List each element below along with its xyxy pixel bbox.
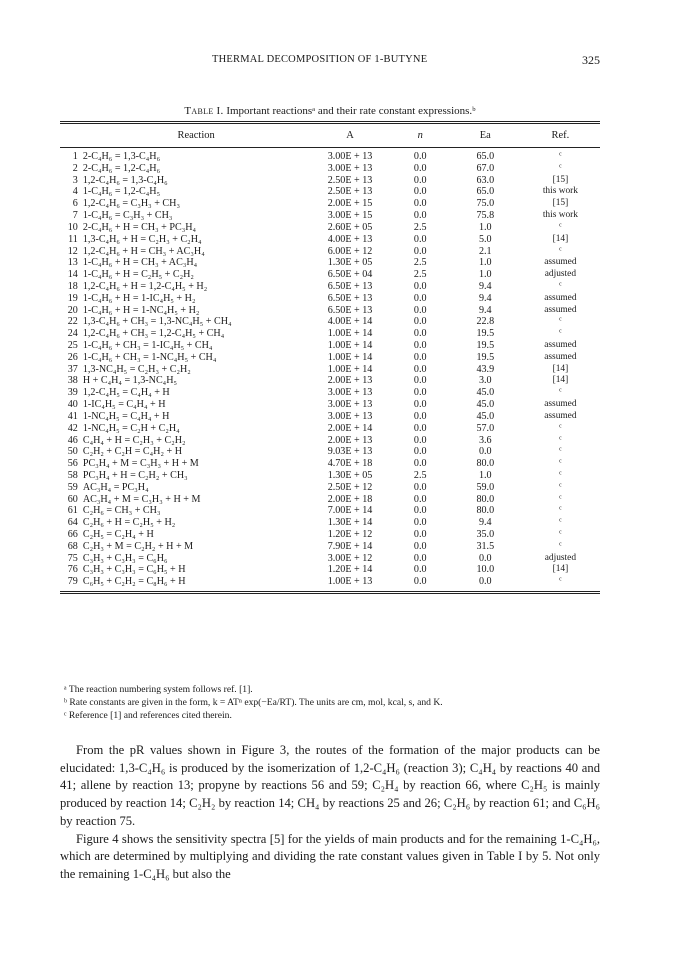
table-row [60,148,600,163]
table-row [60,505,600,517]
cell-ref: ᶜ [559,576,562,587]
cell-n: 0.0 [413,481,427,493]
cell-ea: 10.0 [476,564,495,576]
cell-a: 4.00E + 13 [327,233,373,245]
cell-reaction: 1-C₄H₆ = 1,2-C₄H₅ [82,186,161,198]
cell-n: 0.0 [413,363,427,375]
cell-num: 26 [67,351,78,363]
cell-reaction: 1,2-C₄H₆ = 1,3-C₄H₆ [82,174,168,186]
cell-num: 14 [67,269,78,281]
cell-n: 0.0 [413,162,427,174]
cell-reaction: 1-C₄H₆ + H = 1-IC₄H₅ + H₂ [82,292,196,304]
cell-ref: ᶜ [559,151,562,161]
cell-reaction: 1-NC₄H₅ = C₄H₄ + H [82,410,170,422]
table-caption-text: Important reactionsᵃ and their rate constant expressions.ᵇ [226,105,476,117]
cell-reaction: AC₃H₄ = PC₃H₄ [82,481,149,493]
header-n: n [391,123,450,148]
table-row [60,470,600,482]
cell-n: 0.0 [413,186,427,198]
table-row [60,328,600,340]
cell-ea: 80.0 [476,505,495,517]
table-row [60,364,600,376]
cell-reaction: 1-NC₄H₅ = C₂H + C₂H₄ [82,422,180,434]
cell-reaction: 1-C₄H₆ + H = 1-NC₄H₅ + H₂ [82,304,200,316]
cell-n: 2.5 [413,469,427,481]
cell-ref: ᶜ [559,517,562,528]
table-row [60,541,600,553]
cell-a: 1.00E + 13 [327,576,373,588]
cell-reaction: 1,2-C₄H₅ = C₄H₄ + H [82,387,170,399]
cell-n: 0.0 [413,174,427,186]
cell-ref: [15] [552,174,569,185]
table-row [60,163,600,175]
footnote-c: ᶜ Reference [1] and references cited therein. [64,709,232,721]
cell-a: 9.03E + 13 [327,446,373,458]
cell-ea: 80.0 [476,493,495,505]
cell-ref: ᶜ [559,446,562,457]
cell-ea: 9.4 [478,292,492,304]
cell-ref: ᶜ [559,387,562,398]
cell-ea: 19.5 [476,340,495,351]
cell-a: 2.00E + 14 [327,422,373,434]
cell-reaction: C₃H₃ + C₃H₃ = C₆H₆ [82,552,168,564]
table-caption [60,105,600,117]
cell-num: 75 [67,552,78,564]
cell-ea: 75.8 [476,210,495,222]
cell-ea: 0.0 [478,446,492,458]
cell-n: 0.0 [413,399,427,411]
cell-n: 0.0 [413,505,427,517]
cell-a: 1.20E + 12 [327,529,373,540]
cell-ea: 22.8 [476,316,495,328]
header-ea: Ea [450,123,521,148]
cell-ref: ᶜ [559,328,562,339]
cell-ref: [14] [552,363,569,374]
cell-reaction: C₂H₆ = CH₃ + CH₃ [82,505,161,517]
cell-ea: 59.0 [476,481,495,493]
cell-reaction: 1,3-NC₄H₅ = C₂H₃ + C₂H₂ [82,363,191,375]
cell-ref: [14] [552,233,569,244]
cell-num: 64 [67,517,78,529]
cell-ref: adjusted [544,552,577,563]
cell-ea: 1.0 [478,469,492,481]
cell-n: 0.0 [413,540,427,552]
cell-ea: 0.0 [478,576,492,588]
cell-a: 1.00E + 14 [327,328,373,340]
table-row [60,494,600,506]
table-row [60,257,600,269]
cell-num: 13 [67,257,78,269]
cell-num: 37 [67,363,78,375]
cell-ea: 31.5 [476,540,495,552]
cell-ea: 75.0 [476,198,495,210]
cell-ref: ᶜ [559,422,562,433]
cell-a: 6.50E + 13 [327,304,373,316]
cell-ea: 43.9 [476,363,495,375]
cell-num: 22 [67,316,78,328]
cell-num: 11 [68,233,78,245]
table-row [60,529,600,541]
table-row [60,423,600,435]
cell-ea: 3.0 [478,375,492,387]
cell-a: 3.00E + 13 [327,162,373,174]
cell-ea: 1.0 [478,269,492,281]
cell-ref: ᶜ [559,162,562,173]
cell-a: 7.00E + 14 [327,505,373,517]
cell-n: 0.0 [413,210,427,222]
table-row [60,246,600,258]
paragraph-2: Figure 4 shows the sensitivity spectra [5] for the yields of main products and for the remaining 1-C₄H₆, which are determined by multiplying and dividing the rate constant values given in Table I by 5. Not only the remaining 1-C₄H₆ but also the [60,831,600,881]
footnote-a: ᵃ The reaction numbering system follows ref. [1]. [64,684,253,695]
cell-reaction: 2-C₄H₆ = 1,3-C₄H₆ [82,151,161,162]
table-row [60,210,600,222]
table-body [60,148,600,593]
cell-ref: [15] [552,198,569,209]
cell-a: 3.00E + 15 [327,210,373,222]
cell-a: 2.00E + 15 [327,198,373,210]
cell-reaction: C₃H₃ + C₃H₃ = C₆H₅ + H [82,564,186,576]
cell-n: 0.0 [413,328,427,340]
cell-a: 2.60E + 05 [327,221,373,233]
cell-num: 56 [67,458,78,470]
cell-reaction: 1,2-C₄H₆ + CH₃ = 1,2-C₄H₅ + CH₄ [82,328,225,340]
cell-a: 4.70E + 18 [327,458,373,470]
cell-a: 1.30E + 14 [327,517,373,529]
cell-ref: assumed [544,292,577,303]
cell-n: 0.0 [413,198,427,210]
table-row [60,435,600,447]
table-row [60,305,600,317]
cell-a: 1.20E + 14 [327,564,373,576]
cell-reaction: 1-C₄H₆ + CH₃ = 1-IC₄H₅ + CH₄ [82,340,213,351]
cell-ref: this work [542,186,578,197]
table-row [60,387,600,399]
cell-a: 1.30E + 05 [327,469,373,481]
cell-ref: assumed [544,351,577,362]
table-row [60,222,600,234]
cell-num: 25 [67,340,78,351]
cell-a: 1.30E + 05 [327,257,373,269]
table-row [60,482,600,494]
cell-ea: 3.6 [478,434,492,446]
cell-a: 2.00E + 13 [327,375,373,387]
cell-n: 0.0 [413,340,427,351]
cell-num: 59 [67,481,78,493]
paragraph-1: From the pR values shown in Figure 3, the routes of the formation of the major products can be elucidated: 1,3-C₄H₆ is produced by the isomerization of 1,2-C₄H₆ (reaction 3); C₄H₄ by reactions 40 and 41; allene by reaction 13; propyne by reactions 56 and 59; C₂H₄ by reaction 66, where C₂H₅ is mainly produced by reaction 14; C₂H₂ by reaction 14; CH₄ by reactions 25 and 26; C₂H₆ by reaction 61; and C₆H₆ by reaction 75. [60,743,600,828]
table-row [60,293,600,305]
cell-ref: ᶜ [559,280,562,291]
header-ref: Ref. [521,123,600,148]
cell-ref: ᶜ [559,434,562,445]
cell-reaction: 1-C₄H₆ = C₃H₃ + CH₃ [82,210,173,222]
table-row [60,576,600,592]
cell-n: 0.0 [413,375,427,387]
cell-reaction: 1-IC₄H₅ = C₄H₄ + H [82,399,166,411]
cell-num: 1 [72,151,78,162]
cell-n: 0.0 [413,552,427,564]
cell-num: 20 [67,304,78,316]
cell-ea: 2.1 [478,245,492,257]
cell-reaction: 1-C₄H₆ + H = C₂H₅ + C₂H₂ [82,269,194,281]
cell-n: 0.0 [413,517,427,529]
cell-a: 6.00E + 12 [327,245,373,257]
table-row [60,553,600,565]
cell-ea: 45.0 [476,399,495,411]
cell-reaction: 2-C₄H₆ = 1,2-C₄H₆ [82,162,161,174]
cell-reaction: PC₃H₄ + H = C₂H₂ + CH₃ [82,469,188,481]
table-row [60,186,600,198]
cell-a: 2.50E + 12 [327,481,373,493]
table-row [60,340,600,352]
cell-num: 58 [67,469,78,481]
cell-ref: [14] [552,564,569,575]
cell-ea: 65.0 [476,186,495,198]
cell-n: 0.0 [413,576,427,588]
cell-ref: adjusted [544,269,577,280]
cell-a: 1.00E + 14 [327,363,373,375]
page-number: 325 [582,53,600,67]
table-row [60,175,600,187]
cell-num: 60 [67,493,78,505]
cell-num: 42 [67,422,78,434]
cell-ref: ᶜ [559,245,562,256]
cell-reaction: 2-C₄H₆ + H = CH₃ + PC₃H₄ [82,221,197,233]
cell-a: 4.00E + 14 [327,316,373,328]
table-row [60,375,600,387]
cell-num: 3 [72,174,78,186]
cell-ref: ᶜ [559,221,562,232]
cell-n: 0.0 [413,446,427,458]
cell-n: 0.0 [413,245,427,257]
cell-reaction: C₂H₅ = C₂H₄ + H [82,529,154,540]
cell-a: 3.00E + 13 [327,387,373,399]
cell-a: 1.00E + 14 [327,340,373,351]
cell-ref: this work [542,210,578,221]
cell-n: 0.0 [413,292,427,304]
cell-ea: 80.0 [476,458,495,470]
cell-a: 6.50E + 04 [327,269,373,281]
cell-n: 0.0 [413,316,427,328]
cell-ref: assumed [544,399,577,410]
cell-ea: 45.0 [476,410,495,422]
footnote-b: ᵇ Rate constants are given in the form, k = ATⁿ exp(−Ea/RT). The units are cm, mol, kcal, s, and K. [64,696,443,708]
cell-ref: assumed [544,340,577,350]
cell-num: 38 [67,375,78,387]
cell-ea: 19.5 [476,351,495,363]
cell-reaction: H + C₄H₄ = 1,3-NC₄H₅ [82,375,177,387]
cell-a: 3.00E + 13 [327,410,373,422]
cell-num: 7 [72,210,78,222]
cell-num: 66 [67,529,78,540]
table-bottom-rule [60,593,600,595]
cell-reaction: 1,2-C₄H₆ = C₃H₃ + CH₃ [82,198,180,210]
cell-a: 2.00E + 13 [327,434,373,446]
cell-n: 0.0 [413,280,427,292]
cell-ea: 5.0 [478,233,492,245]
cell-ea: 57.0 [476,422,495,434]
table-row [60,198,600,210]
cell-num: 4 [72,186,78,198]
cell-ref: assumed [544,410,577,421]
cell-reaction: 1,3-C₄H₆ + CH₃ = 1,3-NC₄H₅ + CH₄ [82,316,232,328]
cell-num: 2 [72,162,78,174]
table-row [60,411,600,423]
table-row [60,281,600,293]
cell-ea: 45.0 [476,387,495,399]
cell-a: 2.50E + 13 [327,174,373,186]
cell-reaction: 1,2-C₄H₆ + H = CH₃ + AC₃H₄ [82,245,205,257]
cell-reaction: 1,2-C₄H₆ + H = 1,2-C₄H₅ + H₂ [82,280,208,292]
cell-ref: ᶜ [559,458,562,469]
cell-a: 2.00E + 18 [327,493,373,505]
cell-n: 0.0 [413,233,427,245]
cell-n: 0.0 [413,564,427,576]
table-row [60,458,600,470]
cell-ea: 35.0 [476,529,495,540]
cell-ea: 65.0 [476,151,495,162]
cell-ref: ᶜ [559,469,562,480]
cell-ref: ᶜ [559,481,562,492]
cell-reaction: AC₃H₄ + M = C₃H₃ + H + M [82,493,201,505]
table-row [60,316,600,328]
table-row [60,234,600,246]
cell-ea: 63.0 [476,174,495,186]
cell-reaction: C₂H₆ + H = C₂H₅ + H₂ [82,517,176,529]
cell-ref: [14] [552,375,569,386]
table-header-row [60,123,600,148]
cell-reaction: 1-C₄H₆ + CH₃ = 1-NC₄H₅ + CH₄ [82,351,217,363]
cell-ref: ᶜ [559,316,562,327]
cell-reaction: C₂H₂ + C₂H = C₄H₂ + H [82,446,183,458]
cell-n: 0.0 [413,529,427,540]
cell-a: 3.00E + 13 [327,151,373,162]
page-header [60,54,600,70]
cell-ea: 1.0 [478,221,492,233]
cell-ref: assumed [544,257,577,268]
cell-n: 2.5 [413,221,427,233]
header-reaction: Reaction [83,123,310,148]
cell-num: 39 [67,387,78,399]
cell-a: 7.90E + 14 [327,540,373,552]
cell-ea: 67.0 [476,162,495,174]
table-row [60,517,600,529]
table-row [60,399,600,411]
cell-n: 0.0 [413,434,427,446]
cell-n: 0.0 [413,410,427,422]
cell-ref: assumed [544,304,577,315]
cell-num: 19 [67,292,78,304]
cell-a: 6.50E + 13 [327,280,373,292]
table-row [60,269,600,281]
cell-n: 0.0 [413,458,427,470]
body-text [60,742,600,884]
cell-a: 3.00E + 13 [327,399,373,411]
cell-n: 0.0 [413,422,427,434]
cell-n: 0.0 [413,351,427,363]
cell-ea: 1.0 [478,257,492,269]
cell-num: 12 [67,245,78,257]
cell-reaction: 1-C₄H₆ + H = CH₃ + AC₃H₄ [82,257,198,269]
reactions-table [60,121,600,594]
cell-n: 2.5 [413,257,427,269]
cell-ref: ᶜ [559,540,562,551]
cell-ea: 0.0 [478,552,492,564]
cell-reaction: C₄H₄ + H = C₂H₃ + C₂H₂ [82,434,186,446]
cell-num: 46 [67,434,78,446]
cell-n: 0.0 [413,387,427,399]
table-row [60,564,600,576]
cell-reaction: C₂H₃ + M = C₂H₂ + H + M [82,540,194,552]
cell-num: 68 [67,540,78,552]
cell-ref: ᶜ [559,529,562,539]
cell-a: 6.50E + 13 [327,292,373,304]
cell-n: 2.5 [413,269,427,281]
cell-a: 2.50E + 13 [327,186,373,198]
running-head: THERMAL DECOMPOSITION OF 1-BUTYNE [212,54,428,65]
cell-ea: 19.5 [476,328,495,340]
cell-n: 0.0 [413,151,427,162]
table-row [60,446,600,458]
cell-ref: ᶜ [559,493,562,504]
cell-num: 50 [67,446,78,458]
cell-num: 18 [67,280,78,292]
cell-num: 10 [67,221,78,233]
cell-reaction: 1,3-C₄H₆ + H = C₂H₃ + C₂H₄ [82,233,202,245]
cell-num: 40 [67,399,78,411]
cell-a: 3.00E + 12 [327,552,373,564]
cell-n: 0.0 [413,493,427,505]
cell-num: 76 [67,564,78,576]
cell-num: 79 [67,576,78,588]
cell-a: 1.00E + 14 [327,351,373,363]
table-footnotes [64,684,604,722]
cell-ref: ᶜ [559,505,562,516]
cell-num: 6 [72,198,78,210]
table-caption-label: Table I. [184,105,224,117]
cell-ea: 9.4 [478,517,492,529]
header-a: A [309,123,390,148]
cell-n: 0.0 [413,304,427,316]
table-row [60,352,600,364]
cell-num: 24 [67,328,78,340]
header-number [60,123,83,148]
cell-ea: 9.4 [478,280,492,292]
cell-reaction: C₆H₅ + C₂H₂ = C₈H₆ + H [82,576,186,588]
cell-num: 61 [67,505,78,517]
cell-reaction: PC₃H₄ + M = C₃H₃ + H + M [82,458,199,470]
cell-ea: 9.4 [478,304,492,316]
cell-num: 41 [67,410,78,422]
